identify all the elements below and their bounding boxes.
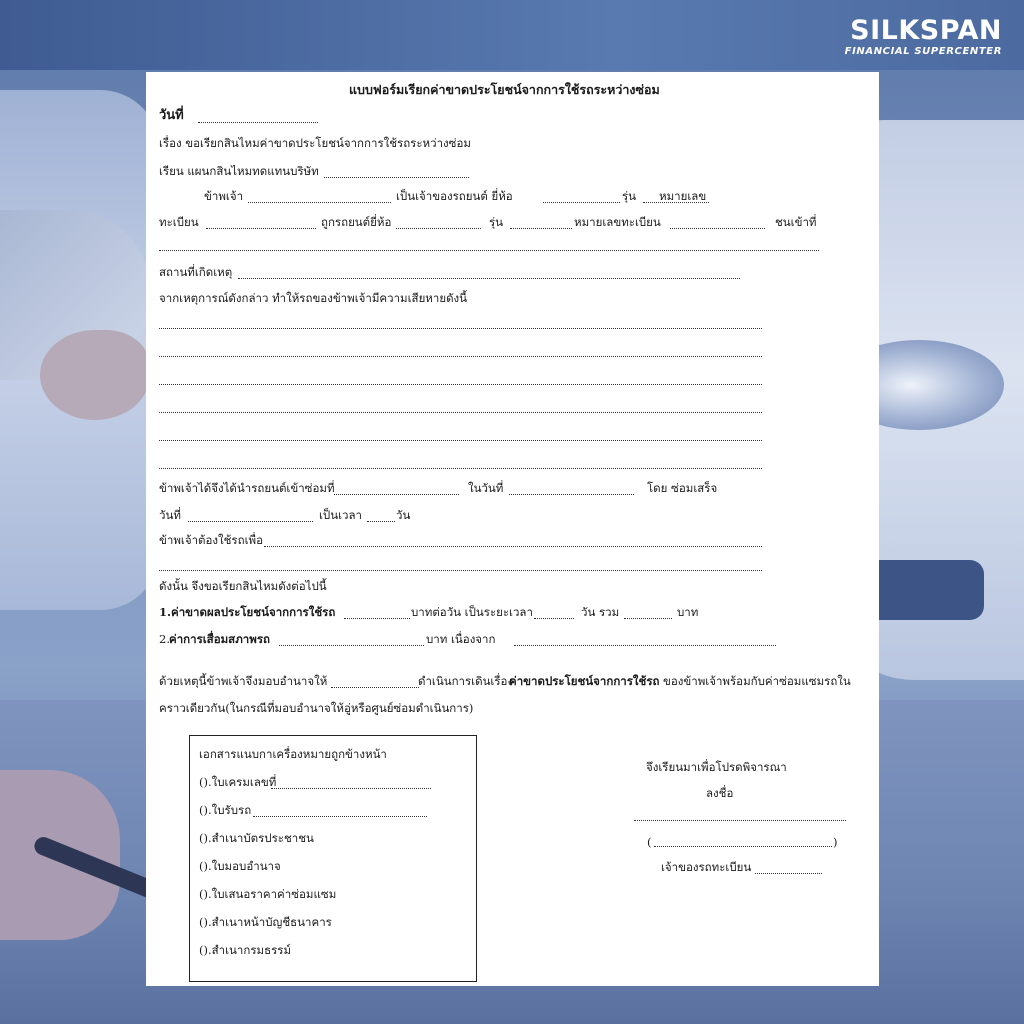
addressee-label: เรียน แผนกสินไหมทดแทนบริษัท: [159, 164, 319, 178]
damage-line[interactable]: [159, 468, 762, 469]
registration-field[interactable]: [206, 228, 316, 229]
duration-label: เป็นเวลา: [319, 508, 362, 522]
claim-number-field[interactable]: [271, 788, 431, 789]
other-brand-field[interactable]: [396, 228, 481, 229]
model-label: รุ่น: [622, 189, 637, 203]
collision-detail-field[interactable]: [159, 250, 819, 251]
damage-intro: จากเหตุการณ์ดังกล่าว ทำให้รถของข้าพเจ้ามีความเสียหายดังนี้: [159, 291, 468, 305]
owner-name-field[interactable]: [248, 202, 391, 203]
attachment-item[interactable]: ().ใบรับรถ: [199, 803, 252, 817]
authorize-part2: ดำเนินการเดินเรื่อง: [418, 674, 514, 688]
form-title: แบบฟอร์มเรียกค่าขาดประโยชน์จากการใช้รถระหว่างซ่อม: [349, 82, 660, 97]
other-model-field[interactable]: [510, 228, 572, 229]
claim2-number: 2.: [159, 632, 170, 646]
brand-logo: [845, 16, 1002, 58]
claim1-per-day: บาทต่อวัน เป็นระยะเวลา: [411, 605, 533, 619]
authorize-part3: ค่าขาดประโยชน์จากการใช้รถ: [509, 674, 660, 688]
attachment-item[interactable]: ().ใบมอบอำนาจ: [199, 859, 281, 873]
claim1-total-label: วัน รวม: [581, 605, 620, 619]
damage-line[interactable]: [159, 328, 762, 329]
plate-field[interactable]: [670, 228, 765, 229]
signature-field[interactable]: [634, 820, 846, 821]
owner-of-label: เป็นเจ้าของรถยนต์ ยี่ห้อ: [396, 189, 513, 203]
claim2-amount-field[interactable]: [279, 645, 424, 646]
registration-label: ทะเบียน: [159, 215, 199, 229]
purpose-label: ข้าพเจ้าต้องใช้รถเพื่อ: [159, 533, 263, 547]
authorized-party-field[interactable]: [331, 687, 419, 688]
authorize-line2: คราวเดียวกัน(ในกรณีที่มอบอำนาจให้อู่หรือศูนย์ซ่อมดำเนินการ): [159, 701, 474, 715]
days-label: วัน: [396, 508, 411, 522]
claim2-label: ค่าการเสื่อมสภาพรถ: [169, 632, 270, 646]
claim-form-document: [146, 72, 879, 986]
claim1-total-field[interactable]: [624, 618, 672, 619]
attachment-item[interactable]: ().สำเนาหน้าบัญชีธนาคาร: [199, 915, 332, 929]
open-paren: (: [647, 835, 652, 849]
plate-label: หมายเลขทะเบียน: [574, 215, 661, 229]
claim1-baht: บาท: [677, 605, 699, 619]
claim1-rate-field[interactable]: [344, 618, 410, 619]
other-model-label: รุ่น: [489, 215, 504, 229]
attachment-item[interactable]: ().สำเนากรมธรรม์: [199, 943, 292, 957]
claim1-days-field[interactable]: [534, 618, 574, 619]
damage-line[interactable]: [159, 440, 762, 441]
subject-line: เรื่อง ขอเรียกสินไหมค่าขาดประโยชน์จากการใช้รถระหว่างซ่อม: [159, 136, 471, 150]
purpose-field[interactable]: [264, 546, 762, 547]
insurer-field[interactable]: [324, 177, 469, 178]
car-brand-field[interactable]: [543, 202, 620, 203]
repair-shop-field[interactable]: [334, 494, 459, 495]
i-am-label: ข้าพเจ้า: [204, 189, 244, 203]
repair-done-label: โดย ซ่อมเสร็จ: [647, 481, 718, 495]
attachments-heading: เอกสารแนบกาเครื่องหมายถูกข้างหน้า: [199, 747, 387, 761]
date-field[interactable]: [198, 122, 318, 123]
attachments-box: [189, 735, 477, 982]
close-paren: ): [833, 835, 838, 849]
owner-plate-field[interactable]: [755, 873, 822, 874]
claim2-reason-field[interactable]: [514, 645, 776, 646]
date-label: วันที่: [159, 108, 184, 123]
damage-line[interactable]: [159, 412, 762, 413]
number-label: หมายเลข: [659, 189, 707, 203]
repair-date-label: ในวันที่: [468, 481, 504, 495]
hit-by-brand-label: ถูกรถยนต์ยี่ห้อ: [321, 215, 392, 229]
purpose-field-2[interactable]: [159, 570, 762, 571]
attachment-item[interactable]: ().ใบเสนอราคาค่าซ่อมแซม: [199, 887, 337, 901]
damage-line[interactable]: [159, 384, 762, 385]
authorize-part1: ด้วยเหตุนี้ข้าพเจ้าจึงมอบอำนาจให้: [159, 674, 328, 688]
repair-date-field[interactable]: [509, 494, 634, 495]
claim2-because: บาท เนื่องจาก: [426, 632, 496, 646]
damage-line[interactable]: [159, 356, 762, 357]
place-label: สถานที่เกิดเหตุ: [159, 265, 233, 279]
claim1-label: 1.ค่าขาดผลประโยชน์จากการใช้รถ: [159, 605, 336, 619]
respect-line: จึงเรียนมาเพื่อโปรดพิจารณา: [646, 760, 787, 774]
owner-plate-label: เจ้าของรถทะเบียน: [661, 860, 752, 874]
repair-shop-label: ข้าพเจ้าได้จึงได้นำรถยนต์เข้าซ่อมที่: [159, 481, 335, 495]
attachment-item[interactable]: ().ใบเครมเลขที่: [199, 775, 277, 789]
authorize-part4: ของข้าพเจ้าพร้อมกับค่าซ่อมแซมรถใน: [663, 674, 851, 688]
receipt-field[interactable]: [253, 816, 427, 817]
place-field[interactable]: [238, 278, 740, 279]
brand-name: SILKSPAN: [850, 15, 1002, 46]
claim-intro: ดังนั้น จึงขอเรียกสินไหมดังต่อไปนี้: [159, 579, 327, 593]
collided-label: ชนเข้าที่: [775, 215, 817, 229]
duration-field[interactable]: [367, 521, 395, 522]
brand-tagline: FINANCIAL SUPERCENTER: [844, 46, 1002, 57]
finish-date-label: วันที่: [159, 508, 181, 522]
finish-date-field[interactable]: [188, 521, 313, 522]
sign-label: ลงชื่อ: [706, 786, 734, 800]
printed-name-field[interactable]: [654, 846, 832, 847]
attachment-item[interactable]: ().สำเนาบัตรประชาชน: [199, 831, 314, 845]
